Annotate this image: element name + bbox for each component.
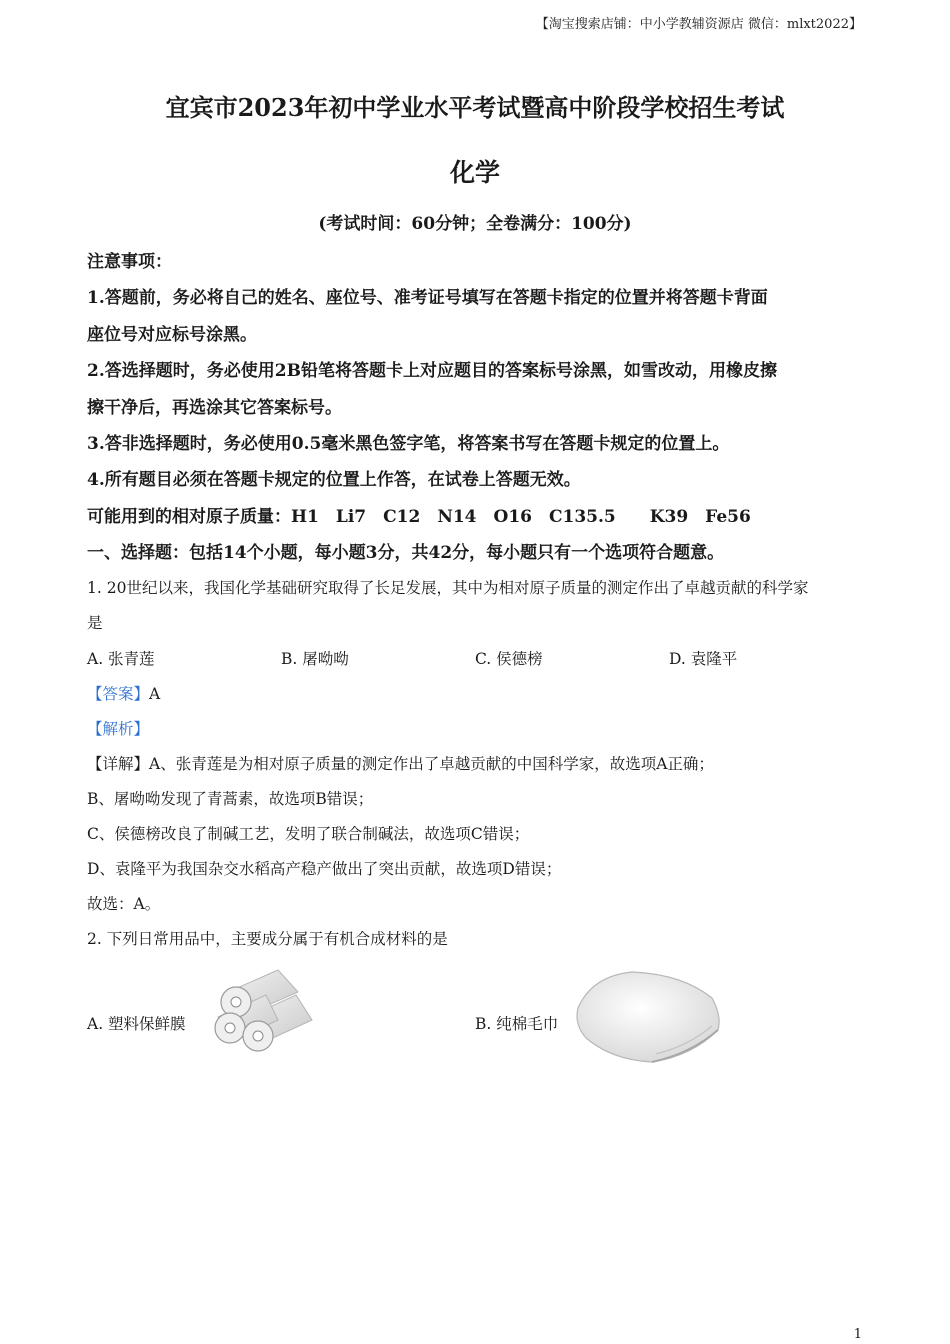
detail-c: C、侯德榜改良了制碱工艺，发明了联合制碱法，故选项C错误； <box>87 825 530 843</box>
q1-option-a: A. 张青莲 <box>87 650 155 668</box>
plastic-wrap-rolls-image <box>208 962 318 1062</box>
cotton-towel-image <box>572 968 724 1066</box>
answer-tag: 【答案】 <box>87 685 150 703</box>
q1-stem-line-2: 是 <box>87 614 103 632</box>
notice-item-3: 3.答非选择题时，务必使用0.5毫米黑色签字笔，将答案书写在答题卡规定的位置上。 <box>87 434 730 454</box>
analysis-tag: 【解析】 <box>87 720 150 738</box>
q1-option-c: C. 侯德榜 <box>475 650 543 668</box>
detail-d: D、袁隆平为我国杂交水稻高产稳产做出了突出贡献，故选项D错误； <box>87 860 562 878</box>
notice-item-1-line-2: 座位号对应标号涂黑。 <box>87 325 257 345</box>
notice-item-2-line-1: 2.答选择题时，务必使用2B铅笔将答题卡上对应题目的答案标号涂黑，如雪改动，用橡皮擦 <box>87 361 777 381</box>
q1-detail-a-line <box>87 752 714 774</box>
notice-item-4: 4.所有题目必须在答题卡规定的位置上作答，在试卷上答题无效。 <box>87 470 581 490</box>
page-number: 1 <box>853 1327 862 1342</box>
exam-title: 宜宾市2023年初中学业水平考试暨高中阶段学校招生考试 <box>165 93 785 122</box>
section-1-heading: 一、选择题：包括14个小题，每小题3分，共42分，每小题只有一个选项符合题意。 <box>87 543 725 563</box>
q1-stem-line-1: 1. 20世纪以来，我国化学基础研究取得了长足发展，其中为相对原子质量的测定作出了卓越贡献的科学家 <box>87 579 809 597</box>
detail-b: B、屠呦呦发现了青蒿素，故选项B错误； <box>87 790 374 808</box>
detail-a: A、张青莲是为相对原子质量的测定作出了卓越贡献的中国科学家，故选项A正确； <box>149 755 714 773</box>
q2-option-b: B. 纯棉毛巾 <box>475 1015 559 1033</box>
notice-heading: 注意事项： <box>87 252 172 272</box>
q1-conclusion: 故选：A。 <box>87 895 161 913</box>
q1-answer-line <box>87 682 160 704</box>
detail-tag: 【详解】 <box>87 755 150 773</box>
q2-stem: 2. 下列日常用品中，主要成分属于有机合成材料的是 <box>87 930 448 948</box>
q1-option-b: B. 屠呦呦 <box>281 650 349 668</box>
notice-item-2-line-2: 擦干净后，再选涂其它答案标号。 <box>87 398 342 418</box>
answer-value: A <box>149 685 161 703</box>
q1-option-d: D. 袁隆平 <box>669 650 738 668</box>
atomic-mass-line: 可能用到的相对原子质量：H1 Li7 C12 N14 O16 C135.5 K39 Fe56 <box>87 507 751 527</box>
q2-option-a: A. 塑料保鲜膜 <box>87 1015 186 1033</box>
exam-time: (考试时间：60分钟；全卷满分：100分) <box>318 214 632 234</box>
notice-item-1-line-1: 1.答题前，务必将自己的姓名、座位号、准考证号填写在答题卡指定的位置并将答题卡背面 <box>87 288 768 308</box>
header-banner: 【淘宝搜索店铺：中小学教辅资源店 微信：mlxt2022】 <box>535 17 862 32</box>
subject-title: 化学 <box>449 158 500 187</box>
